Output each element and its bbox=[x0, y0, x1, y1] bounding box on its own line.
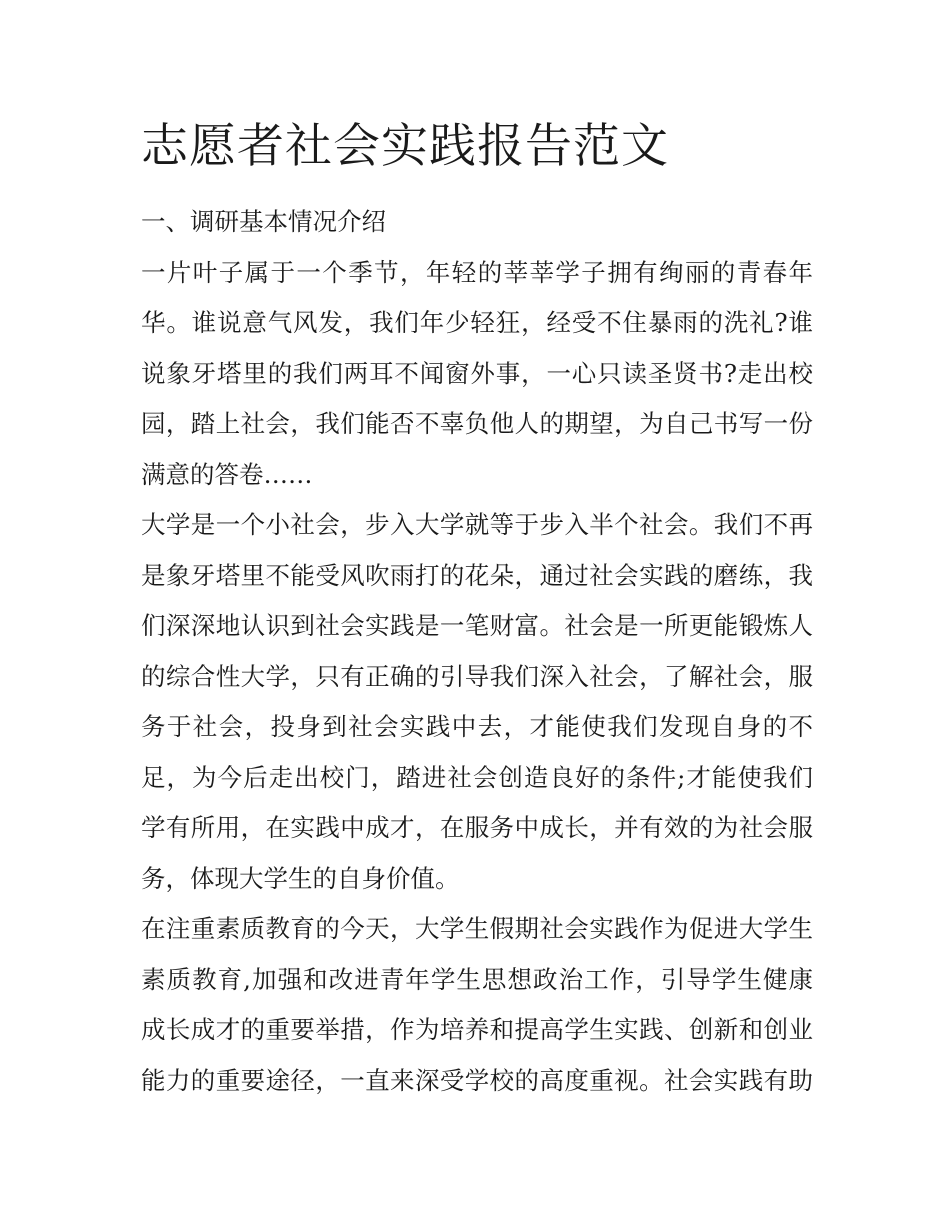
section-heading: 一、调研基本情况介绍 bbox=[141, 207, 386, 236]
paragraph-3 bbox=[141, 904, 813, 1106]
paragraph-line: 素质教育,加强和改进青年学生思想政治工作，引导学生健康 bbox=[141, 964, 813, 994]
paragraph-1 bbox=[141, 248, 813, 501]
document-body bbox=[141, 197, 813, 1106]
paragraph-line: 的综合性大学，只有正确的引导我们深入社会，了解社会，服 bbox=[141, 661, 813, 691]
paragraph-line: 们深深地认识到社会实践是一笔财富。社会是一所更能锻炼人 bbox=[141, 611, 813, 640]
paragraph-line: 说象牙塔里的我们两耳不闻窗外事，一心只读圣贤书?走出校 bbox=[141, 358, 813, 388]
paragraph-line: 大学是一个小社会，步入大学就等于步入半个社会。我们不再 bbox=[141, 510, 813, 539]
paragraph-2 bbox=[141, 500, 813, 904]
paragraph-line: 华。谁说意气风发，我们年少轻狂，经受不住暴雨的洗礼?谁 bbox=[141, 308, 813, 337]
paragraph-line: 园，踏上社会，我们能否不辜负他人的期望，为自己书写一份 bbox=[141, 409, 813, 438]
paragraph-line: 足，为今后走出校门，踏进社会创造良好的条件;才能使我们 bbox=[141, 762, 813, 792]
document-title: 志愿者社会实践报告范文 bbox=[141, 119, 669, 174]
paragraph-line: 一片叶子属于一个季节，年轻的莘莘学子拥有绚丽的青春年 bbox=[141, 257, 813, 287]
paragraph-line: 务于社会，投身到社会实践中去，才能使我们发现自身的不 bbox=[141, 712, 813, 741]
paragraph-line: 满意的答卷…… bbox=[141, 459, 313, 489]
paragraph-line: 能力的重要途径，一直来深受学校的高度重视。社会实践有助 bbox=[141, 1065, 813, 1095]
paragraph-line: 学有所用，在实践中成才，在服务中成长，并有效的为社会服 bbox=[141, 813, 813, 842]
paragraph-line: 在注重素质教育的今天，大学生假期社会实践作为促进大学生 bbox=[141, 914, 813, 943]
paragraph-line: 是象牙塔里不能受风吹雨打的花朵，通过社会实践的磨练，我 bbox=[141, 560, 813, 590]
paragraph-line: 务，体现大学生的自身价值。 bbox=[141, 863, 460, 893]
paragraph-line: 成长成才的重要举措，作为培养和提高学生实践、创新和创业 bbox=[141, 1015, 813, 1044]
